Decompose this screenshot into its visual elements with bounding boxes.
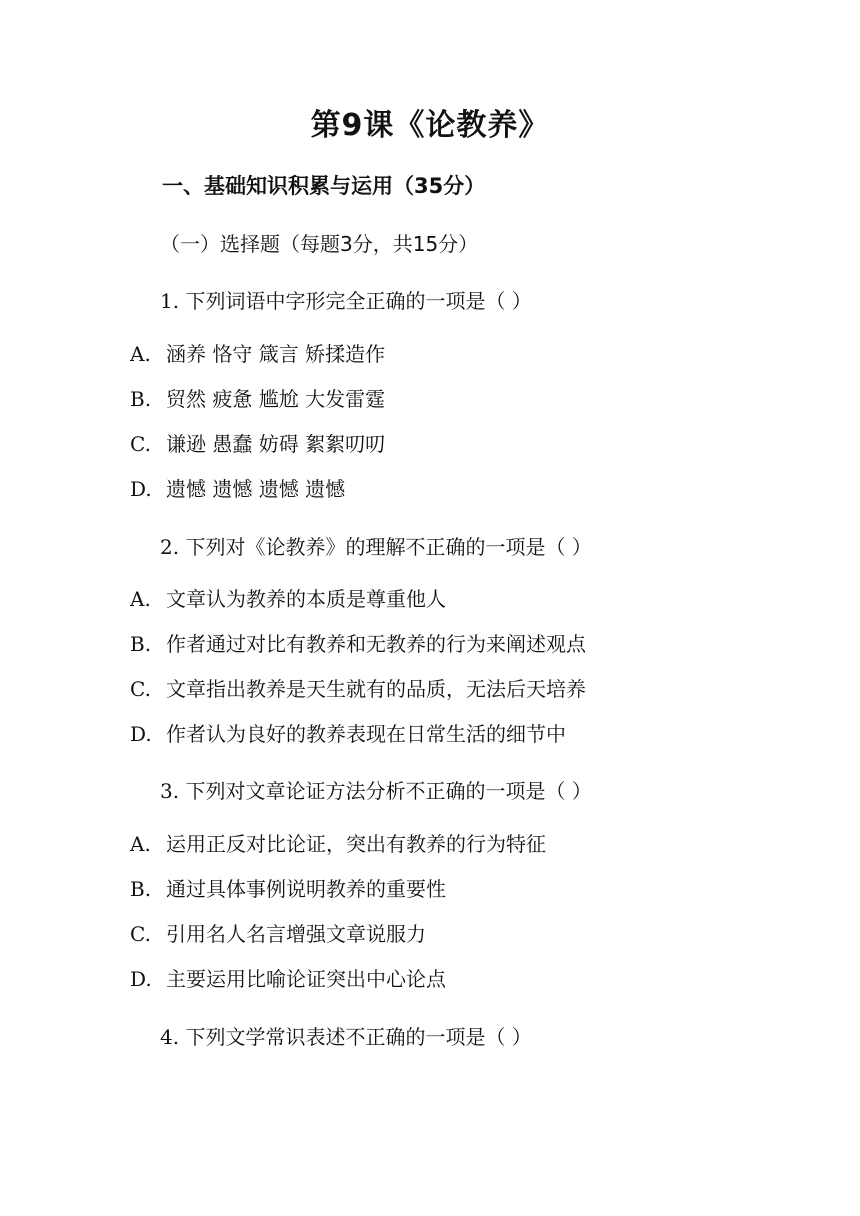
question-3-option-d [130,964,446,994]
question-1-option-b [130,384,385,414]
option-text: 运用正反对比论证，突出有教养的行为特征 [166,832,546,856]
question-1-stem: 1. 下列词语中字形完全正确的一项是（ ） [160,289,532,313]
question-2-option-c [130,674,586,704]
option-letter: A. [130,587,151,611]
option-letter: D. [130,722,152,746]
question-1-option-c [130,429,385,459]
option-text: 通过具体事例说明教养的重要性 [166,877,446,901]
question-3-stem: 3. 下列对文章论证方法分析不正确的一项是（ ） [160,779,592,803]
option-text: 遗憾 遗憾 遗憾 遗憾 [166,477,346,501]
page-title: 第9课《论教养》 [310,108,550,143]
section-heading: 一、基础知识积累与运用（35分） [162,174,486,198]
option-letter: A. [130,342,151,366]
option-text: 作者通过对比有教养和无教养的行为来阐述观点 [166,632,586,656]
option-text: 作者认为良好的教养表现在日常生活的细节中 [166,722,566,746]
option-text: 涵养 恪守 箴言 矫揉造作 [166,342,386,366]
option-text: 贸然 疲惫 尴尬 大发雷霆 [166,387,386,411]
option-letter: A. [130,832,151,856]
option-letter: C. [130,677,151,701]
subsection-heading: （一）选择题（每题3分，共15分） [160,232,479,256]
option-text: 引用名人名言增强文章说服力 [166,922,426,946]
option-letter: B. [130,632,152,656]
option-text: 主要运用比喻论证突出中心论点 [166,967,446,991]
question-3-option-b [130,874,446,904]
question-2-option-b [130,629,586,659]
question-1-option-d [130,474,345,504]
question-2-stem: 2. 下列对《论教养》的理解不正确的一项是（ ） [160,535,592,559]
option-letter: C. [130,432,151,456]
option-letter: D. [130,967,152,991]
option-letter: C. [130,922,151,946]
option-letter: B. [130,387,152,411]
question-2-option-a [130,584,446,614]
option-letter: D. [130,477,152,501]
option-text: 文章认为教养的本质是尊重他人 [166,587,446,611]
question-1-option-a [130,339,385,369]
option-text: 文章指出教养是天生就有的品质，无法后天培养 [166,677,586,701]
question-2-option-d [130,719,566,749]
question-3-option-a [130,829,546,859]
option-text: 谦逊 愚蠢 妨碍 絮絮叨叨 [166,432,386,456]
question-3-option-c [130,919,426,949]
option-letter: B. [130,877,152,901]
question-4-stem: 4. 下列文学常识表述不正确的一项是（ ） [160,1025,532,1049]
